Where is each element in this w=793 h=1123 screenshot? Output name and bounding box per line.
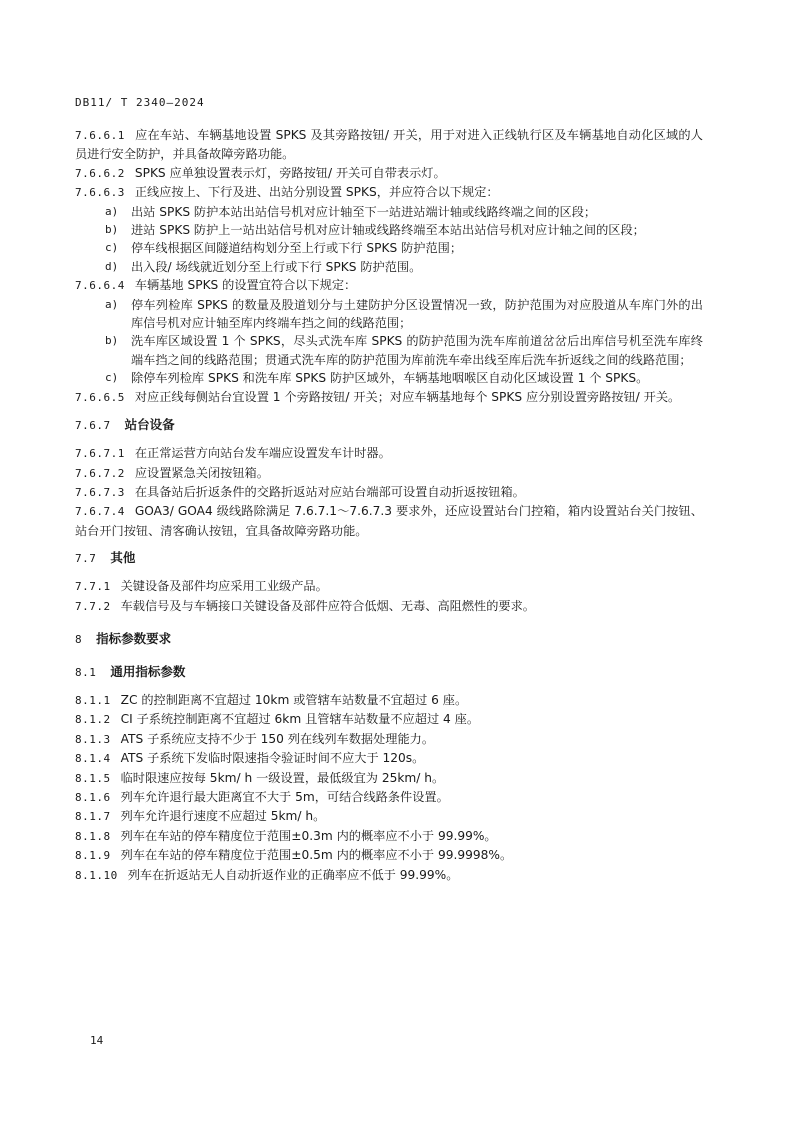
clause-8-1-3: 8.1.3 ATS 子系统应支持不少于 150 列在线列车数据处理能力。	[75, 731, 435, 746]
page-number: 14	[90, 1034, 104, 1047]
clause-7-6-6-4: 7.6.6.4 车辆基地 SPKS 的设置宜符合以下规定：	[75, 278, 357, 293]
list-item: b) 洗车库区域设置 1 个 SPKS，尽头式洗车库 SPKS 的防护范围为洗车库前道岔岔后出库信号机至洗车库终端车挡之间的线路范围；贯通式洗车库的防护范围为库前洗车牵出线至库后洗车折返线之间的线路范围；	[105, 334, 703, 367]
clause-7-6-6-1: 7.6.6.1 应在车站、车辆基地设置 SPKS 及其旁路按钮/ 开关，用于对进入正线轨行区及车辆基地自动化区域的人员进行安全防护，并具备故障旁路功能。	[75, 128, 703, 162]
list-item: c) 除停车列检库 SPKS 和洗车库 SPKS 防护区域外，车辆基地咽喉区自动化区域设置 1 个 SPKS。	[105, 371, 649, 386]
clause-8-1-8: 8.1.8 列车在车站的停车精度位于范围±0.3m 内的概率应不小于 99.99%。	[75, 828, 497, 843]
clause-8-1-6: 8.1.6 列车允许退行最大距离宜不大于 5m，可结合线路条件设置。	[75, 789, 449, 804]
list-item: c) 停车线根据区间隧道结构划分至上行或下行 SPKS 防护范围；	[105, 241, 463, 256]
clause-7-7-2: 7.7.2 车载信号及与车辆接口关键设备及部件应符合低烟、无毒、高阻燃性的要求。	[75, 598, 535, 613]
clause-8-1-9: 8.1.9 列车在车站的停车精度位于范围±0.5m 内的概率应不小于 99.9998%。	[75, 848, 513, 863]
section-heading-8-1: 8.1 通用指标参数	[75, 663, 186, 679]
clause-8-1-5: 8.1.5 临时限速应按每 5km/ h 一级设置，最低级宜为 25km/ h。	[75, 770, 445, 785]
clause-7-6-7-2: 7.6.7.2 应设置紧急关闭按钮箱。	[75, 465, 269, 480]
list-item: a) 出站 SPKS 防护本站出站信号机对应计轴至下一站进站端计轴或线路终端之间的区段；	[105, 204, 597, 219]
chapter-heading-8: 8 指标参数要求	[75, 630, 172, 646]
clause-8-1-7: 8.1.7 列车允许退行速度不应超过 5km/ h。	[75, 809, 326, 824]
document-code: DB11/ T 2340—2024	[75, 96, 205, 109]
clause-7-6-7-3: 7.6.7.3 在具备站后折返条件的交路折返站对应站台端部可设置自动折返按钮箱。	[75, 484, 525, 499]
clause-7-7-1: 7.7.1 关键设备及部件均应采用工业级产品。	[75, 579, 328, 594]
clause-8-1-4: 8.1.4 ATS 子系统下发临时限速指令验证时间不应大于 120s。	[75, 751, 425, 766]
page-body	[75, 126, 703, 885]
list-item: b) 进站 SPKS 防护上一站出站信号机对应计轴或线路终端至本站出站信号机对应计轴之间的区段；	[105, 223, 645, 238]
clause-7-6-7-1: 7.6.7.1 在正常运营方向站台发车端应设置发车计时器。	[75, 446, 391, 461]
list-item: a) 停车列检库 SPKS 的数量及股道划分与土建防护分区设置情况一致，防护范围为对应股道从车库门外的出库信号机对应计轴至库内终端车挡之间的线路范围；	[105, 297, 703, 331]
clause-8-1-1: 8.1.1 ZC 的控制距离不宜超过 10km 或管辖车站数量不宜超过 6 座。	[75, 692, 468, 707]
clause-8-1-10: 8.1.10 列车在折返站无人自动折返作业的正确率应不低于 99.99%。	[75, 867, 459, 882]
section-heading-7-7: 7.7 其他	[75, 550, 136, 566]
section-heading-7-6-7: 7.6.7 站台设备	[75, 417, 175, 433]
clause-8-1-2: 8.1.2 CI 子系统控制距离不宜超过 6km 且管辖车站数量不应超过 4 座。	[75, 712, 480, 727]
clause-7-6-6-3: 7.6.6.3 正线应按上、下行及进、出站分别设置 SPKS，并应符合以下规定：	[75, 185, 499, 200]
list-item: d) 出入段/ 场线就近划分至上行或下行 SPKS 防护范围。	[105, 259, 422, 274]
clause-7-6-7-4: 7.6.7.4 GOA3/ GOA4 级线路除满足 7.6.7.1～7.6.7.3 要求外，还应设置站台门控箱，箱内设置站台关门按钮、站台开门按钮、清客确认按钮，宜具备故障旁路功能。	[75, 504, 703, 538]
clause-7-6-6-2: 7.6.6.2 SPKS 应单独设置表示灯，旁路按钮/ 开关可自带表示灯。	[75, 165, 446, 180]
clause-7-6-6-5: 7.6.6.5 对应正线每侧站台宜设置 1 个旁路按钮/ 开关；对应车辆基地每个 SPKS 应分别设置旁路按钮/ 开关。	[75, 389, 681, 404]
